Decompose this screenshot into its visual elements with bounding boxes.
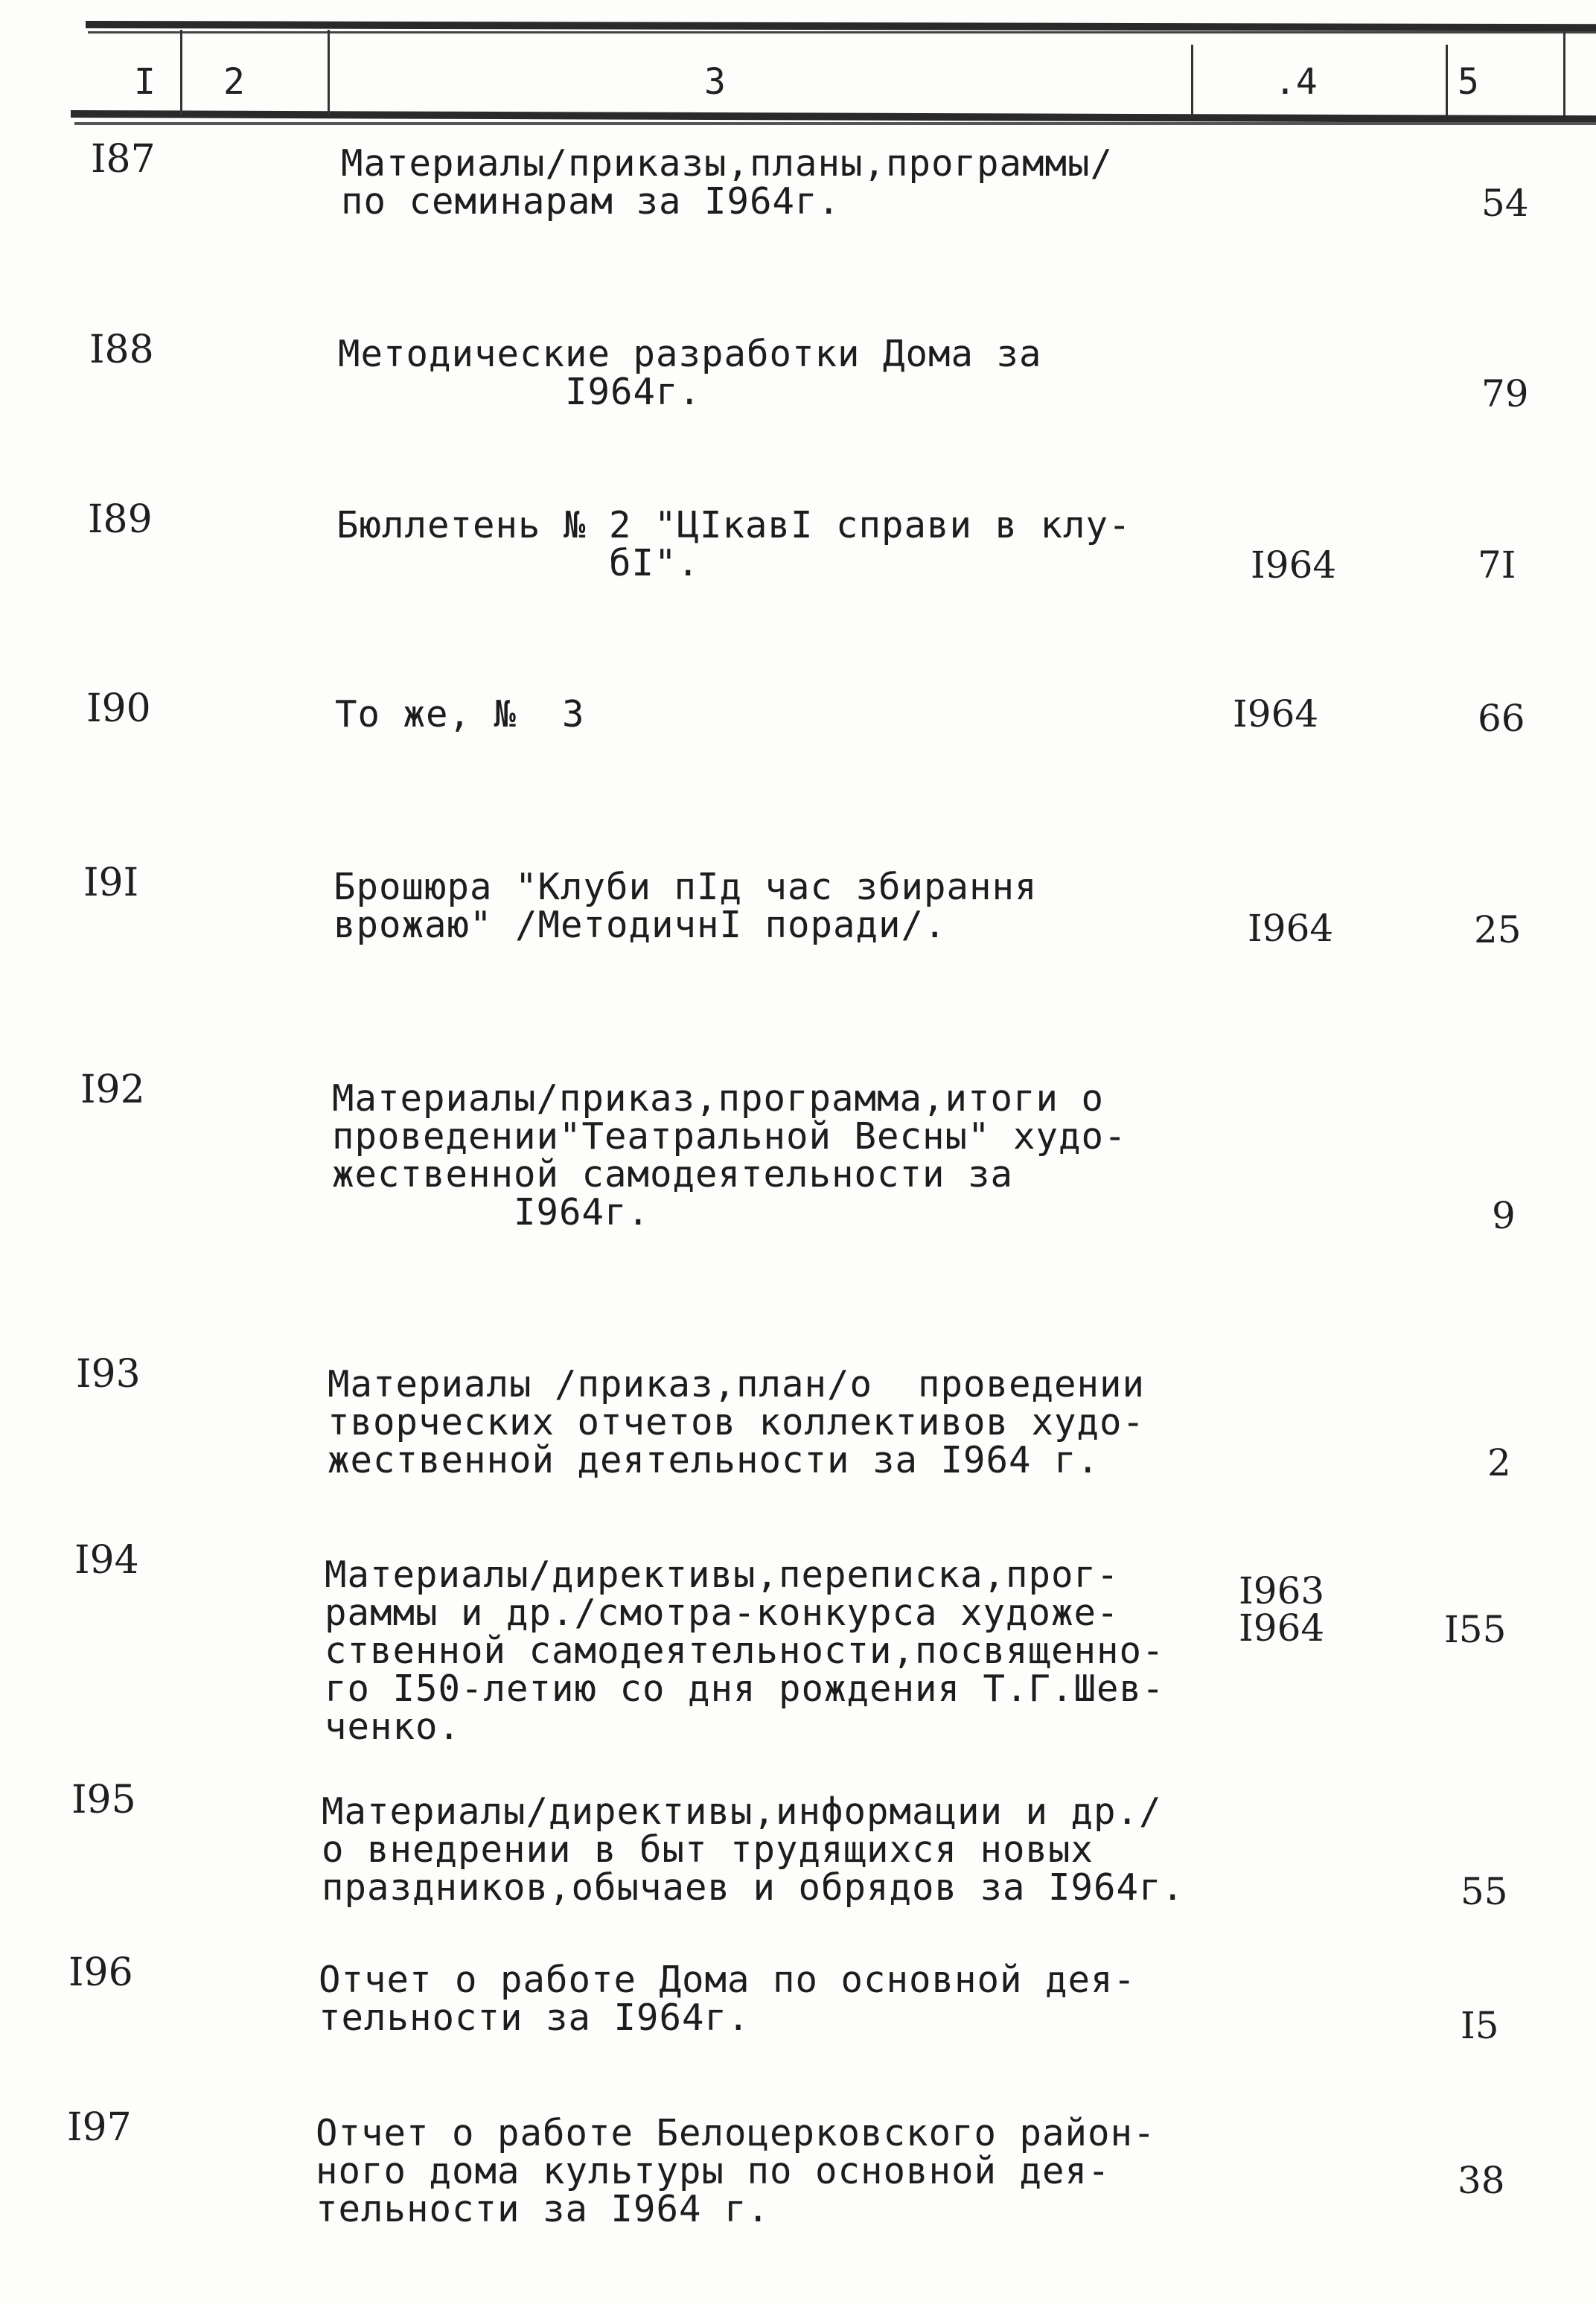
row-year: I963 I964 <box>1239 1569 1325 1650</box>
row-number: I89 <box>88 497 153 542</box>
header-divider-1 <box>180 30 182 115</box>
row-description: Отчет о работе Белоцерковского район- ного дома культуры по основной дея- тельности за I964 г. <box>316 2112 1156 2230</box>
row-description: Брошюра "Клуби пIд час збирання врожаю" /МетодичнI поради/. <box>333 866 1038 946</box>
row-number: I9I <box>83 861 139 905</box>
row-sheet-count: 54 <box>1481 182 1529 225</box>
row-sheet-count: 66 <box>1478 697 1525 740</box>
row-number: I87 <box>91 137 156 182</box>
header-top-rule-thin <box>88 31 1596 33</box>
row-description: Отчет о работе Дома по основной дея- тельности за I964г. <box>319 1959 1137 2039</box>
row-number: I88 <box>89 328 154 372</box>
header-divider-4 <box>1446 45 1448 115</box>
row-description: Бюллетень № 2 "ЦIкавI справи в клу- бI". <box>336 504 1131 584</box>
row-description: Материалы/директивы,информации и др./ о внедрении в быт трудящихся новых праздников,обычаев и обрядов за I964г. <box>322 1790 1185 1909</box>
header-col-1: I <box>134 61 156 103</box>
header-top-rule <box>86 21 1596 31</box>
row-number: I92 <box>80 1068 145 1112</box>
row-sheet-count: 79 <box>1481 372 1529 415</box>
row-description: То же, № 3 <box>335 693 585 735</box>
row-sheet-count: 25 <box>1474 908 1522 951</box>
row-sheet-count: 9 <box>1492 1194 1516 1237</box>
header-col-2: 2 <box>223 61 245 103</box>
header-divider-5 <box>1563 30 1565 115</box>
row-year: I964 <box>1248 907 1334 950</box>
row-sheet-count: I55 <box>1444 1608 1507 1651</box>
header-col-4: .4 <box>1274 61 1318 103</box>
row-number: I93 <box>76 1352 141 1397</box>
row-description: Материалы /приказ,план/о проведении творческих отчетов коллективов худо- жественной деятельности за I964 г. <box>328 1363 1146 1481</box>
row-sheet-count: I5 <box>1461 2004 1499 2047</box>
header-divider-3 <box>1191 45 1193 115</box>
header-divider-2 <box>328 30 330 115</box>
row-description: Материалы/приказы,планы,программы/ по семинарам за I964г. <box>341 142 1114 223</box>
row-year: I964 <box>1233 692 1319 735</box>
row-number: I90 <box>86 686 151 731</box>
row-sheet-count: 38 <box>1458 2159 1505 2202</box>
row-number: I95 <box>71 1778 136 1822</box>
header-bottom-rule <box>71 110 1596 123</box>
row-description: Материалы/директивы,переписка,прог- раммы и др./смотра-конкурса художе- ственной самодеятельности,посвященно- го I50-летию со дня рождения Т.Г.Шев- ченко. <box>325 1554 1165 1748</box>
row-number: I94 <box>74 1538 139 1583</box>
header-col-3: 3 <box>704 61 726 103</box>
row-number: I96 <box>68 1950 133 1995</box>
row-sheet-count: 7I <box>1478 543 1516 587</box>
row-sheet-count: 2 <box>1487 1441 1511 1484</box>
row-description: Методические разработки Дома за I964г. <box>338 333 1042 413</box>
row-number: I97 <box>67 2105 132 2150</box>
row-sheet-count: 55 <box>1461 1870 1508 1913</box>
header-bottom-rule-thin <box>74 122 1596 125</box>
row-year: I964 <box>1251 543 1337 587</box>
header-col-5: 5 <box>1458 61 1479 103</box>
row-description: Материалы/приказ,программа,итоги о проведении"Театральной Весны" худо- жественной самодеятельности за I964г. <box>332 1077 1127 1234</box>
